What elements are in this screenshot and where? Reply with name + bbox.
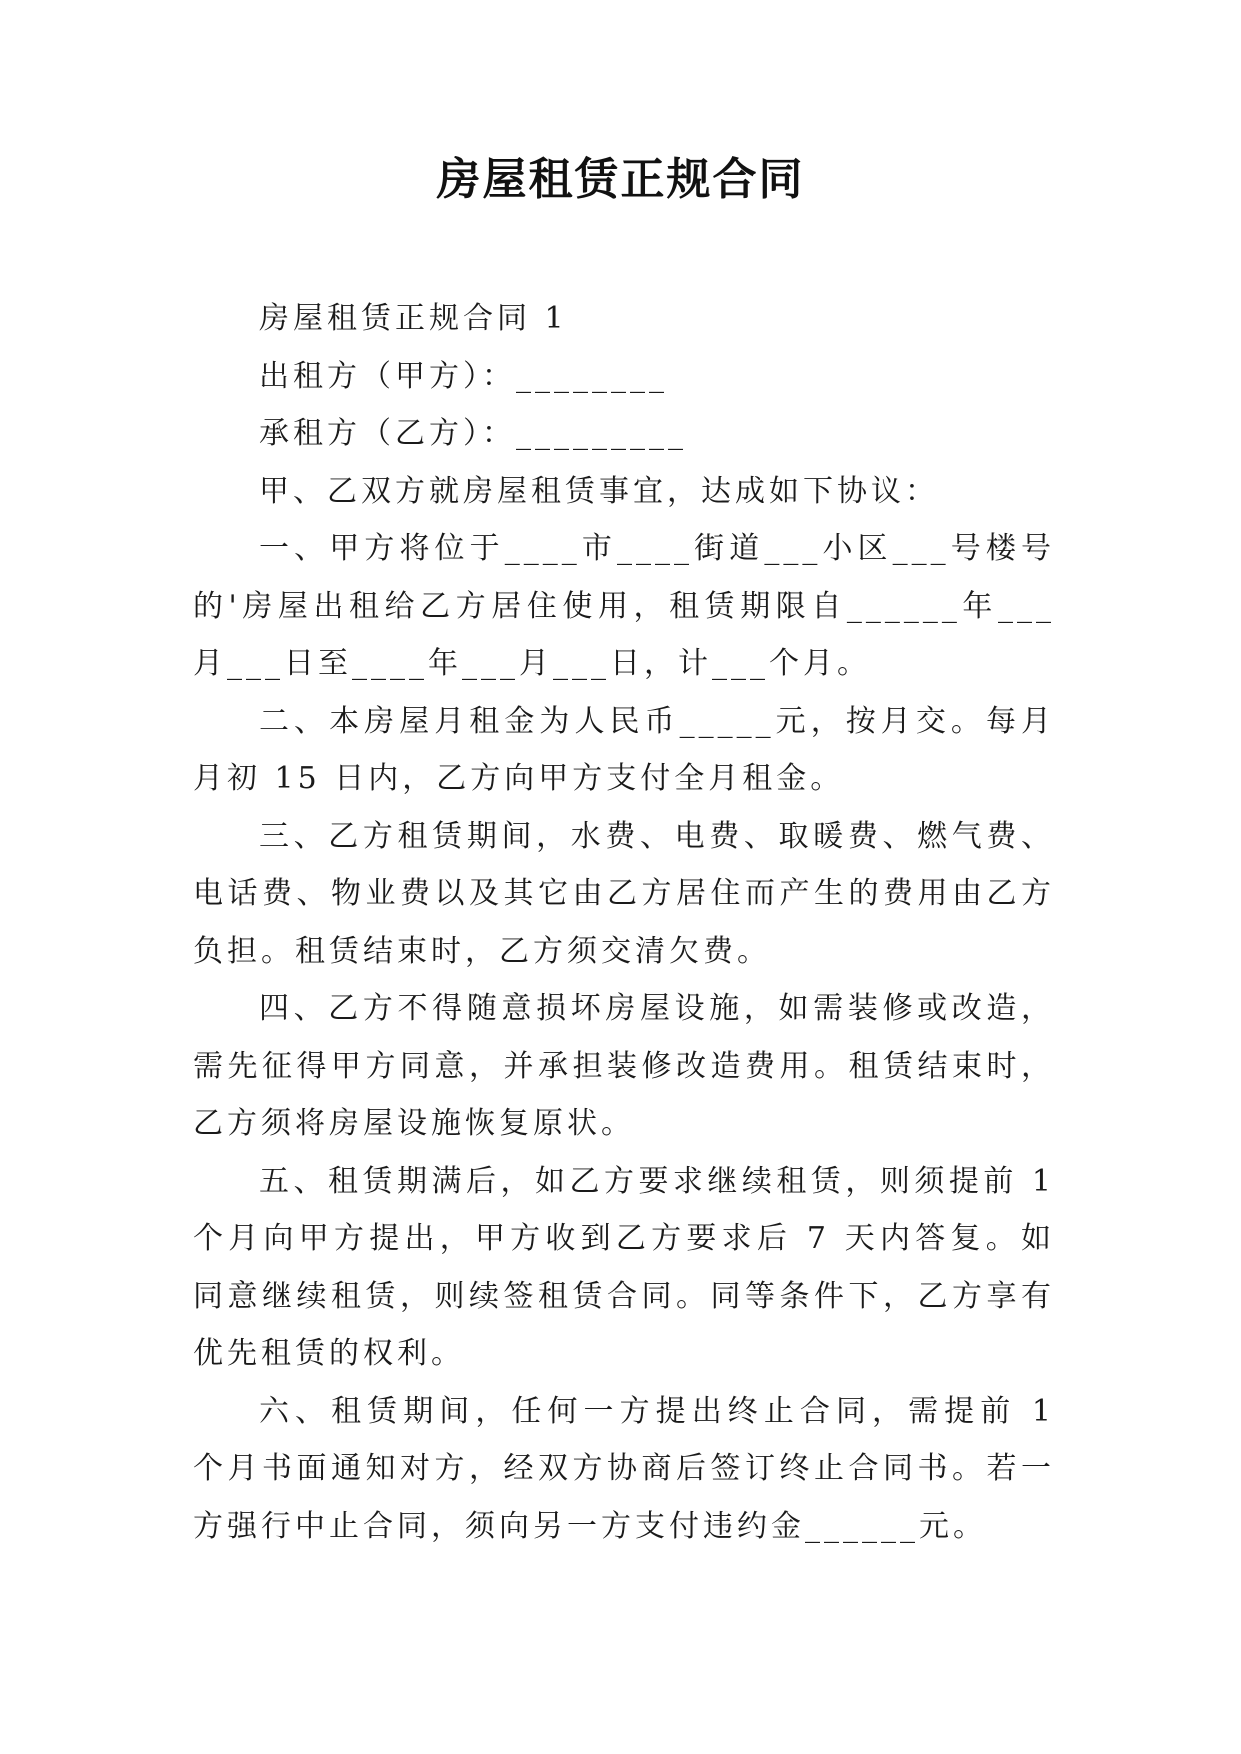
lessor-line: 出租方（甲方）：________ (259, 358, 668, 394)
clause-6: 六、租赁期间，任何一方提出终止合同，需提前 1 个月书面通知对方，经双方协商后签订终止合同书。若一方强行中止合同，须向另一方支付违约金______元。 (193, 1393, 1069, 1544)
document-body (193, 290, 1069, 1555)
clause-4: 四、乙方不得随意损坏房屋设施，如需装修或改造，需先征得甲方同意，并承担装修改造费用。租赁结束时，乙方须将房屋设施恢复原状。 (193, 991, 1055, 1141)
lessee-line: 承租方（乙方）：_________ (259, 416, 687, 451)
clause-5: 五、租赁期满后，如乙方要求继续租赁，则须提前 1 个月向甲方提出，甲方收到乙方要求后 7 天内答复。如同意继续租赁，则续签租赁合同。同等条件下，乙方享有优先租赁的权利。 (193, 1163, 1069, 1371)
document-title: 房屋租赁正规合同 (436, 154, 805, 205)
clause-1: 一、甲方将位于____市____街道___小区___号楼号的'房屋出租给乙方居住使用，租赁期限自______年___月___日至____年___月___日，计___个月。 (193, 531, 1055, 681)
clause-2: 二、本房屋月租金为人民币_____元，按月交。每月月初 15 日内，乙方向甲方支付全月租金。 (193, 703, 1055, 796)
contract-subtitle: 房屋租赁正规合同 1 (259, 301, 568, 336)
clause-3: 三、乙方租赁期间，水费、电费、取暖费、燃气费、电话费、物业费以及其它由乙方居住而产生的费用由乙方负担。租赁结束时，乙方须交清欠费。 (193, 818, 1055, 969)
agreement-intro: 甲、乙双方就房屋租赁事宜，达成如下协议： (259, 473, 939, 509)
